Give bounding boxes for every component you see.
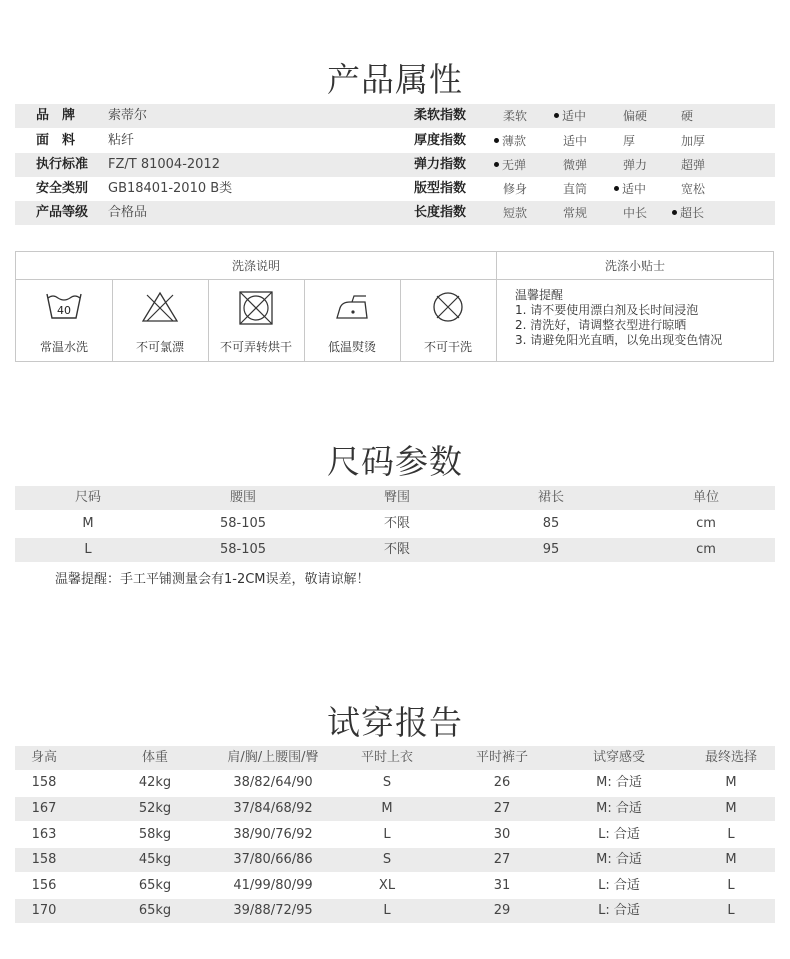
fitting-cell: 31	[493, 878, 511, 893]
fitting-cell: M	[381, 801, 393, 816]
index-option-label: 宽松	[681, 182, 706, 196]
fitting-cell: M	[725, 852, 737, 867]
fitting-cell: 38/82/64/90	[233, 775, 313, 790]
fitting-cell: L: 合适	[598, 903, 640, 918]
index-option-label: 适中	[622, 182, 647, 196]
fitting-cell: 39/88/72/95	[233, 903, 313, 918]
index-label: 弹力指数	[414, 157, 467, 172]
index-option-label: 微弹	[563, 158, 588, 172]
wash-tip-1: 1. 请不要使用漂白剂及长时间浸泡	[515, 303, 699, 317]
selected-dot-icon	[494, 162, 499, 167]
index-option-label: 适中	[563, 134, 588, 148]
fitting-cell: L	[383, 903, 391, 918]
index-option	[681, 104, 693, 128]
fitting-cell: M: 合适	[596, 852, 642, 867]
index-option-label: 适中	[562, 109, 587, 123]
size-cell: 58-105	[219, 516, 267, 531]
size-header-cell: 臀围	[383, 490, 410, 505]
index-label: 柔软指数	[414, 108, 467, 123]
wash-tips	[515, 288, 722, 348]
index-option	[503, 201, 527, 225]
fitting-cell: L: 合适	[598, 878, 640, 893]
size-header-cell: 单位	[692, 490, 719, 505]
index-option	[494, 129, 526, 153]
fitting-report-title: 试穿报告	[327, 703, 463, 742]
fitting-cell: M: 合适	[596, 801, 642, 816]
size-header-cell: 腰围	[229, 490, 256, 505]
wash-40-icon	[16, 290, 112, 328]
selected-dot-icon	[554, 113, 559, 118]
index-option-label: 超长	[680, 206, 705, 220]
index-option-label: 修身	[503, 182, 528, 196]
fitting-cell: 65kg	[138, 903, 172, 918]
selected-dot-icon	[494, 138, 499, 143]
index-label: 厚度指数	[414, 133, 467, 148]
attribute-label: 品 牌	[36, 108, 76, 123]
index-label: 长度指数	[414, 205, 467, 220]
index-option-label: 超弹	[681, 158, 706, 172]
size-cell: 不限	[383, 516, 410, 531]
attribute-value: 索蒂尔	[108, 108, 148, 123]
product-attributes-title: 产品属性	[327, 60, 463, 99]
index-option	[494, 153, 526, 177]
size-header-cell: 裙长	[537, 490, 564, 505]
index-option	[614, 177, 646, 201]
index-option-label: 偏硬	[623, 109, 648, 123]
index-option-label: 加厚	[681, 134, 706, 148]
index-option	[503, 104, 527, 128]
size-cell: 95	[542, 542, 560, 557]
fitting-cell: XL	[378, 878, 396, 893]
wash-table	[15, 251, 774, 362]
fitting-cell: 41/99/80/99	[233, 878, 313, 893]
fitting-cell: 38/90/76/92	[233, 827, 313, 842]
fitting-cell: L	[727, 903, 735, 918]
fitting-header-cell: 试穿感受	[592, 750, 645, 765]
index-option-label: 厚	[623, 134, 636, 148]
attribute-value: 合格品	[108, 205, 148, 220]
fitting-header-cell: 最终选择	[704, 750, 757, 765]
wash-tip-2: 2. 清洗好，请调整衣型进行晾晒	[515, 318, 687, 332]
no-tumble-dry-icon	[208, 290, 304, 330]
index-option	[672, 201, 704, 225]
size-cell: 不限	[383, 542, 410, 557]
size-note: 温馨提醒：手工平铺测量会有1-2CM误差，敬请谅解！	[55, 572, 370, 587]
fitting-cell: 58kg	[138, 827, 172, 842]
no-bleach-icon	[112, 290, 208, 328]
index-option	[623, 201, 647, 225]
fitting-cell: 30	[493, 827, 511, 842]
wash-tip-3: 3. 请避免阳光直晒，以免出现变色情况	[515, 333, 723, 347]
attribute-value: FZ/T 81004-2012	[108, 157, 220, 172]
fitting-cell: S	[382, 775, 392, 790]
size-cell: cm	[696, 542, 716, 557]
index-option-label: 柔软	[503, 109, 528, 123]
fitting-cell: 29	[493, 903, 511, 918]
index-option-label: 直筒	[563, 182, 588, 196]
fitting-cell: M	[725, 775, 737, 790]
fitting-cell: 37/80/66/86	[233, 852, 313, 867]
fitting-cell: 26	[493, 775, 511, 790]
attribute-label: 面 料	[36, 133, 76, 148]
fitting-cell: 27	[493, 801, 511, 816]
fitting-cell: 163	[31, 827, 57, 842]
selected-dot-icon	[614, 186, 619, 191]
fitting-cell: M	[725, 801, 737, 816]
fitting-cell: L	[727, 827, 735, 842]
fitting-cell: L: 合适	[598, 827, 640, 842]
fitting-cell: 37/84/68/92	[233, 801, 313, 816]
fitting-cell: 170	[31, 903, 57, 918]
size-cell: cm	[696, 516, 716, 531]
index-option	[563, 129, 587, 153]
size-cell: 85	[542, 516, 560, 531]
index-option-label: 常规	[563, 206, 588, 220]
index-option	[623, 104, 647, 128]
fitting-cell: L	[727, 878, 735, 893]
index-option	[681, 129, 705, 153]
index-option-label: 弹力	[623, 158, 648, 172]
no-dry-clean-icon	[400, 290, 496, 328]
fitting-cell: 65kg	[138, 878, 172, 893]
fitting-header-cell: 平时上衣	[360, 750, 413, 765]
fitting-cell: M: 合适	[596, 775, 642, 790]
fitting-cell: 158	[31, 852, 57, 867]
size-header-cell: 尺码	[74, 490, 101, 505]
index-option	[681, 177, 705, 201]
index-option-label: 薄款	[502, 134, 527, 148]
attribute-label: 执行标准	[36, 157, 89, 172]
index-option	[623, 153, 647, 177]
index-option	[563, 153, 587, 177]
fitting-cell: 158	[31, 775, 57, 790]
index-option-label: 中长	[623, 206, 648, 220]
attribute-label: 安全类别	[36, 181, 89, 196]
fitting-header-cell: 平时裤子	[475, 750, 528, 765]
fitting-cell: 156	[31, 878, 57, 893]
wash-label-4: 低温熨烫	[327, 340, 376, 354]
size-cell: 58-105	[219, 542, 267, 557]
fitting-header-cell: 身高	[30, 750, 57, 765]
fitting-cell: 167	[31, 801, 57, 816]
wash-label-2: 不可氯漂	[135, 340, 184, 354]
attribute-value: GB18401-2010 B类	[108, 181, 233, 196]
fitting-header-cell: 体重	[141, 750, 168, 765]
size-params-title: 尺码参数	[327, 442, 463, 481]
wash-label-3: 不可弄转烘干	[219, 340, 292, 354]
index-option-label: 短款	[503, 206, 528, 220]
selected-dot-icon	[672, 210, 677, 215]
wash-temp-text: 40	[57, 304, 71, 317]
wash-label-1: 常温水洗	[39, 340, 88, 354]
fitting-cell: S	[382, 852, 392, 867]
size-cell: L	[84, 542, 92, 557]
index-option	[503, 177, 527, 201]
attribute-label: 产品等级	[36, 205, 89, 220]
fitting-cell: L	[383, 827, 391, 842]
index-option	[681, 153, 705, 177]
attribute-value: 粘纤	[108, 133, 135, 148]
wash-header-left: 洗涤说明	[231, 259, 280, 273]
index-option	[554, 104, 586, 128]
index-option	[563, 177, 587, 201]
wash-tip-heading: 温馨提醒	[515, 288, 564, 302]
fitting-cell: 52kg	[138, 801, 172, 816]
index-option-label: 硬	[681, 109, 694, 123]
index-label: 版型指数	[414, 181, 467, 196]
fitting-header-cell: 肩/胸/上腰围/臀	[227, 750, 319, 765]
index-option-label: 无弹	[502, 158, 527, 172]
low-iron-icon	[304, 290, 400, 328]
wash-header-right: 洗涤小贴士	[604, 259, 665, 273]
index-option	[623, 129, 635, 153]
index-option	[563, 201, 587, 225]
wash-label-5: 不可干洗	[423, 340, 472, 354]
fitting-cell: 27	[493, 852, 511, 867]
fitting-cell: 45kg	[138, 852, 172, 867]
size-cell: M	[82, 516, 94, 531]
fitting-cell: 42kg	[138, 775, 172, 790]
